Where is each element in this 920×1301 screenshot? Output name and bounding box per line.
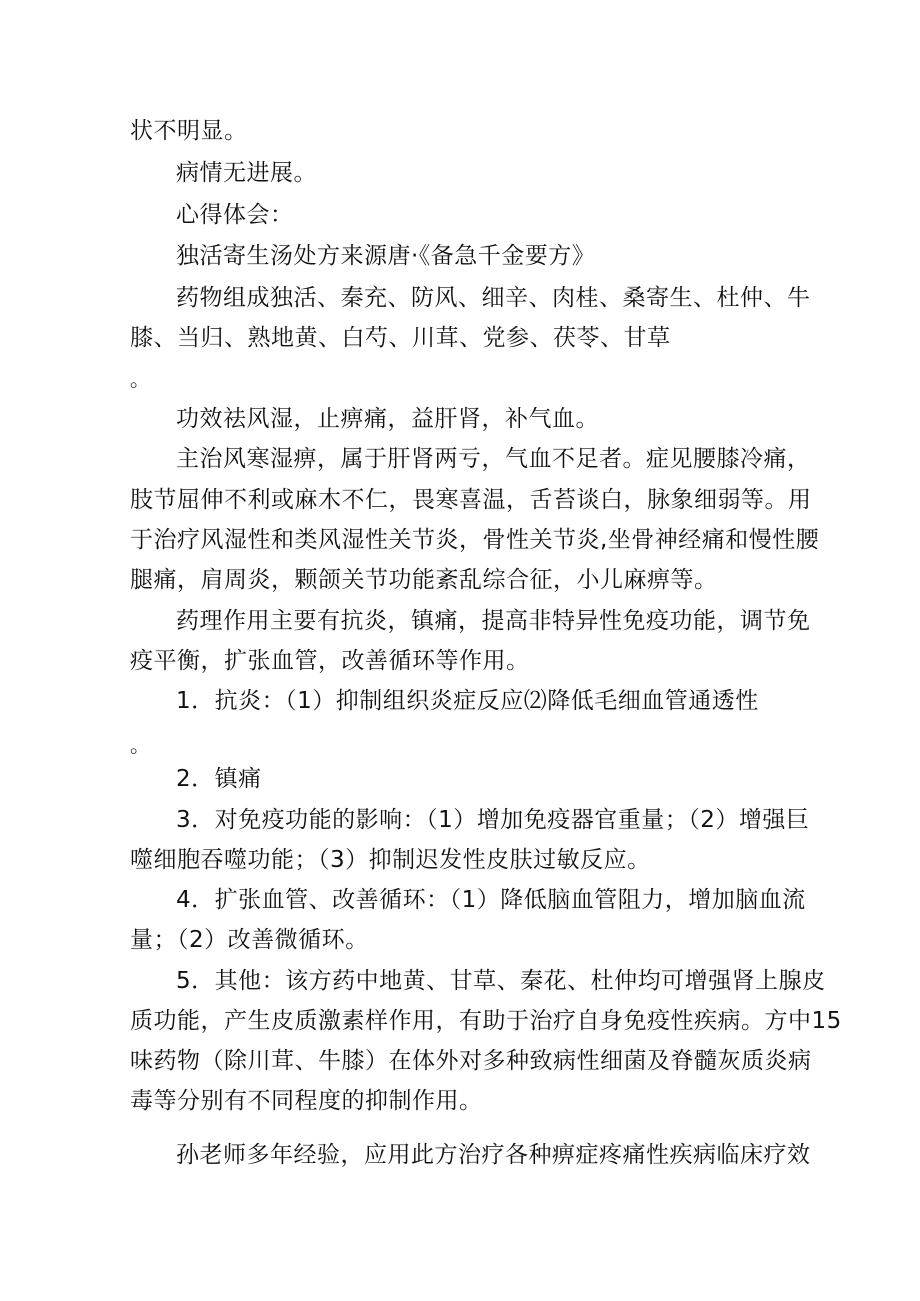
section-heading: 心得体会：: [176, 202, 294, 228]
text-line: 药物组成独活、秦充、防风、细辛、肉桂、桑寄生、杜仲、牛: [176, 285, 811, 311]
text-line: 疫平衡，扩张血管，改善循环等作用。: [130, 648, 530, 674]
text-line: 。: [130, 733, 151, 757]
text-line: 毒等分别有不同程度的抑制作用。: [130, 1088, 483, 1114]
list-item: 3．对免疫功能的影响：（1）增加免疫器官重量；（2）增强巨: [176, 807, 810, 833]
text-line: 功效祛风湿，止痹痛，益肝肾，补气血。: [176, 406, 599, 432]
text-line: 主治风寒湿痹，属于肝肾两亏，气血不足者。症见腰膝冷痛，: [176, 446, 811, 472]
text-line: 质功能，产生皮质激素样作用，有助于治疗自身免疫性疾病。方中15: [130, 1008, 842, 1034]
list-item: 1．抗炎：（1）抑制组织炎症反应⑵降低毛细血管通透性: [176, 688, 759, 714]
text-line: 肢节屈伸不利或麻木不仁，畏寒喜温，舌苔谈白，脉象细弱等。用: [130, 487, 812, 513]
text-line: 孙老师多年经验，应用此方治疗各种痹症疼痛性疾病临床疗效: [176, 1142, 811, 1168]
text-line: 状不明显。: [130, 118, 248, 144]
text-line: 病情无进展。: [176, 160, 317, 186]
text-line: 噬细胞吞噬功能；（3）抑制迟发性皮肤过敏反应。: [130, 847, 651, 873]
list-item: 2．镇痛: [176, 766, 262, 792]
text-line: 膝、当归、熟地黄、白芍、川茸、党参、茯苓、甘草: [130, 325, 671, 351]
list-item: 4．扩张血管、改善循环：（1）降低脑血管阻力，增加脑血流: [176, 887, 806, 913]
text-line: 药理作用主要有抗炎，镇痛，提高非特异性免疫功能，调节免: [176, 608, 811, 634]
text-line: 。: [130, 367, 151, 391]
text-line: 独活寄生汤处方来源唐·《备急千金要方》: [176, 243, 596, 269]
text-line: 量；（2）改善微循环。: [130, 927, 369, 953]
list-item: 5．其他：该方药中地黄、甘草、秦花、杜仲均可增强肾上腺皮: [176, 968, 826, 994]
text-line: 味药物（除川茸、牛膝）在体外对多种致病性细菌及脊髓灰质炎病: [130, 1048, 812, 1074]
text-line: 于治疗风湿性和类风湿性关节炎，骨性关节炎,坐骨神经痛和慢性腰: [130, 527, 820, 553]
text-line: 腿痛，肩周炎，颗颌关节功能紊乱综合征，小儿麻痹等。: [130, 567, 718, 593]
